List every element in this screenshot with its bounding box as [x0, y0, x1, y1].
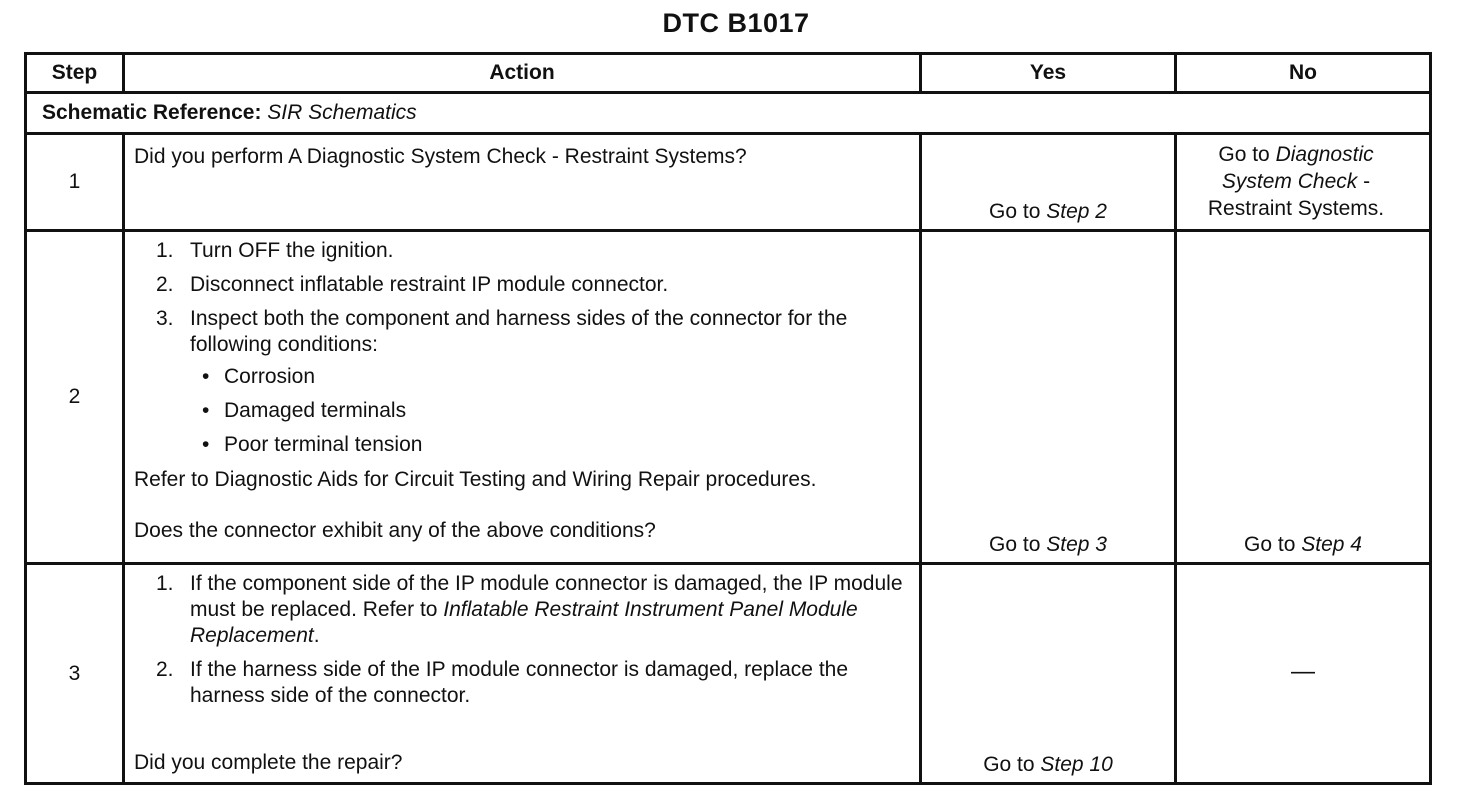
action-cell: [124, 134, 921, 231]
list-item: [134, 571, 911, 649]
schematic-reference-link[interactable]: SIR Schematics: [267, 101, 417, 124]
list-item: [134, 238, 911, 264]
no-step-link[interactable]: Step 4: [1301, 533, 1362, 556]
list-item-end: .: [313, 624, 320, 647]
no-dash: —: [1291, 658, 1315, 685]
list-item-text: Disconnect inflatable restraint IP module connector.: [190, 273, 669, 296]
step-number: 3: [26, 564, 124, 784]
yes-prefix: Go to: [989, 533, 1047, 556]
table-row: [26, 564, 1431, 784]
yes-cell: [921, 564, 1176, 784]
no-suffix: Restraint Systems.: [1207, 197, 1385, 220]
condition-list: [190, 364, 911, 458]
action-cell: [124, 231, 921, 564]
list-item-text: If the component side of the IP module connector is damaged, the IP module must be replaced. Refer to: [190, 572, 903, 621]
list-item-number: 1.: [156, 572, 174, 595]
diagnostic-table: [24, 52, 1432, 785]
action-question: Does the connector exhibit any of the above conditions?: [134, 519, 656, 542]
procedure-reference-link[interactable]: Inflatable Restraint Instrument Panel Module Replacement: [190, 598, 858, 647]
document-title: DTC B1017: [662, 8, 810, 38]
no-prefix: Go to: [1218, 143, 1276, 166]
step-number: 1: [26, 134, 124, 231]
no-cell: [1176, 134, 1431, 231]
yes-step-link[interactable]: Step 3: [1046, 533, 1107, 556]
list-item-text: If the harness side of the IP module connector is damaged, replace the harness side of the connector.: [190, 658, 849, 707]
yes-prefix: Go to: [989, 200, 1047, 223]
schematic-reference: [26, 93, 1431, 134]
yes-cell: [921, 231, 1176, 564]
schematic-reference-row: [26, 93, 1431, 134]
no-step-link[interactable]: Diagnostic System Check: [1221, 143, 1374, 193]
table-row: [26, 134, 1431, 231]
yes-prefix: Go to: [983, 753, 1041, 776]
header-step: Step: [26, 54, 124, 93]
list-item-number: 3.: [156, 307, 174, 330]
bullet-item: • Poor terminal tension: [190, 432, 911, 458]
header-no: No: [1176, 54, 1431, 93]
list-item-number: 1.: [156, 239, 174, 262]
schematic-reference-label: Schematic Reference:: [42, 101, 262, 124]
no-prefix: Go to: [1244, 533, 1302, 556]
refer-note: Refer to Diagnostic Aids for Circuit Testing and Wiring Repair procedures.: [134, 468, 817, 491]
yes-cell: [921, 134, 1176, 231]
header-row: [26, 54, 1431, 93]
table-row: [26, 231, 1431, 564]
bullet-item: • Corrosion: [190, 364, 911, 390]
no-suffix-mark: -: [1357, 170, 1371, 193]
procedure-list: [134, 238, 911, 458]
step-number: 2: [26, 231, 124, 564]
action-cell: [124, 564, 921, 784]
action-question: Did you complete the repair?: [134, 751, 403, 774]
list-item-text: Inspect both the component and harness sides of the connector for the following conditions:: [190, 307, 848, 356]
procedure-list: [134, 571, 911, 709]
action-question: Did you perform A Diagnostic System Check - Restraint Systems?: [134, 145, 747, 168]
list-item: [134, 272, 911, 298]
yes-step-link[interactable]: Step 2: [1046, 200, 1107, 223]
no-cell: [1176, 564, 1431, 784]
list-item: [134, 657, 911, 709]
list-item-text: Turn OFF the ignition.: [190, 239, 394, 262]
list-item: [134, 306, 911, 458]
list-item-number: 2.: [156, 658, 174, 681]
no-cell: [1176, 231, 1431, 564]
yes-step-link[interactable]: Step 10: [1040, 753, 1113, 776]
list-item-number: 2.: [156, 273, 174, 296]
bullet-item: • Damaged terminals: [190, 398, 911, 424]
header-action: Action: [124, 54, 921, 93]
header-yes: Yes: [921, 54, 1176, 93]
